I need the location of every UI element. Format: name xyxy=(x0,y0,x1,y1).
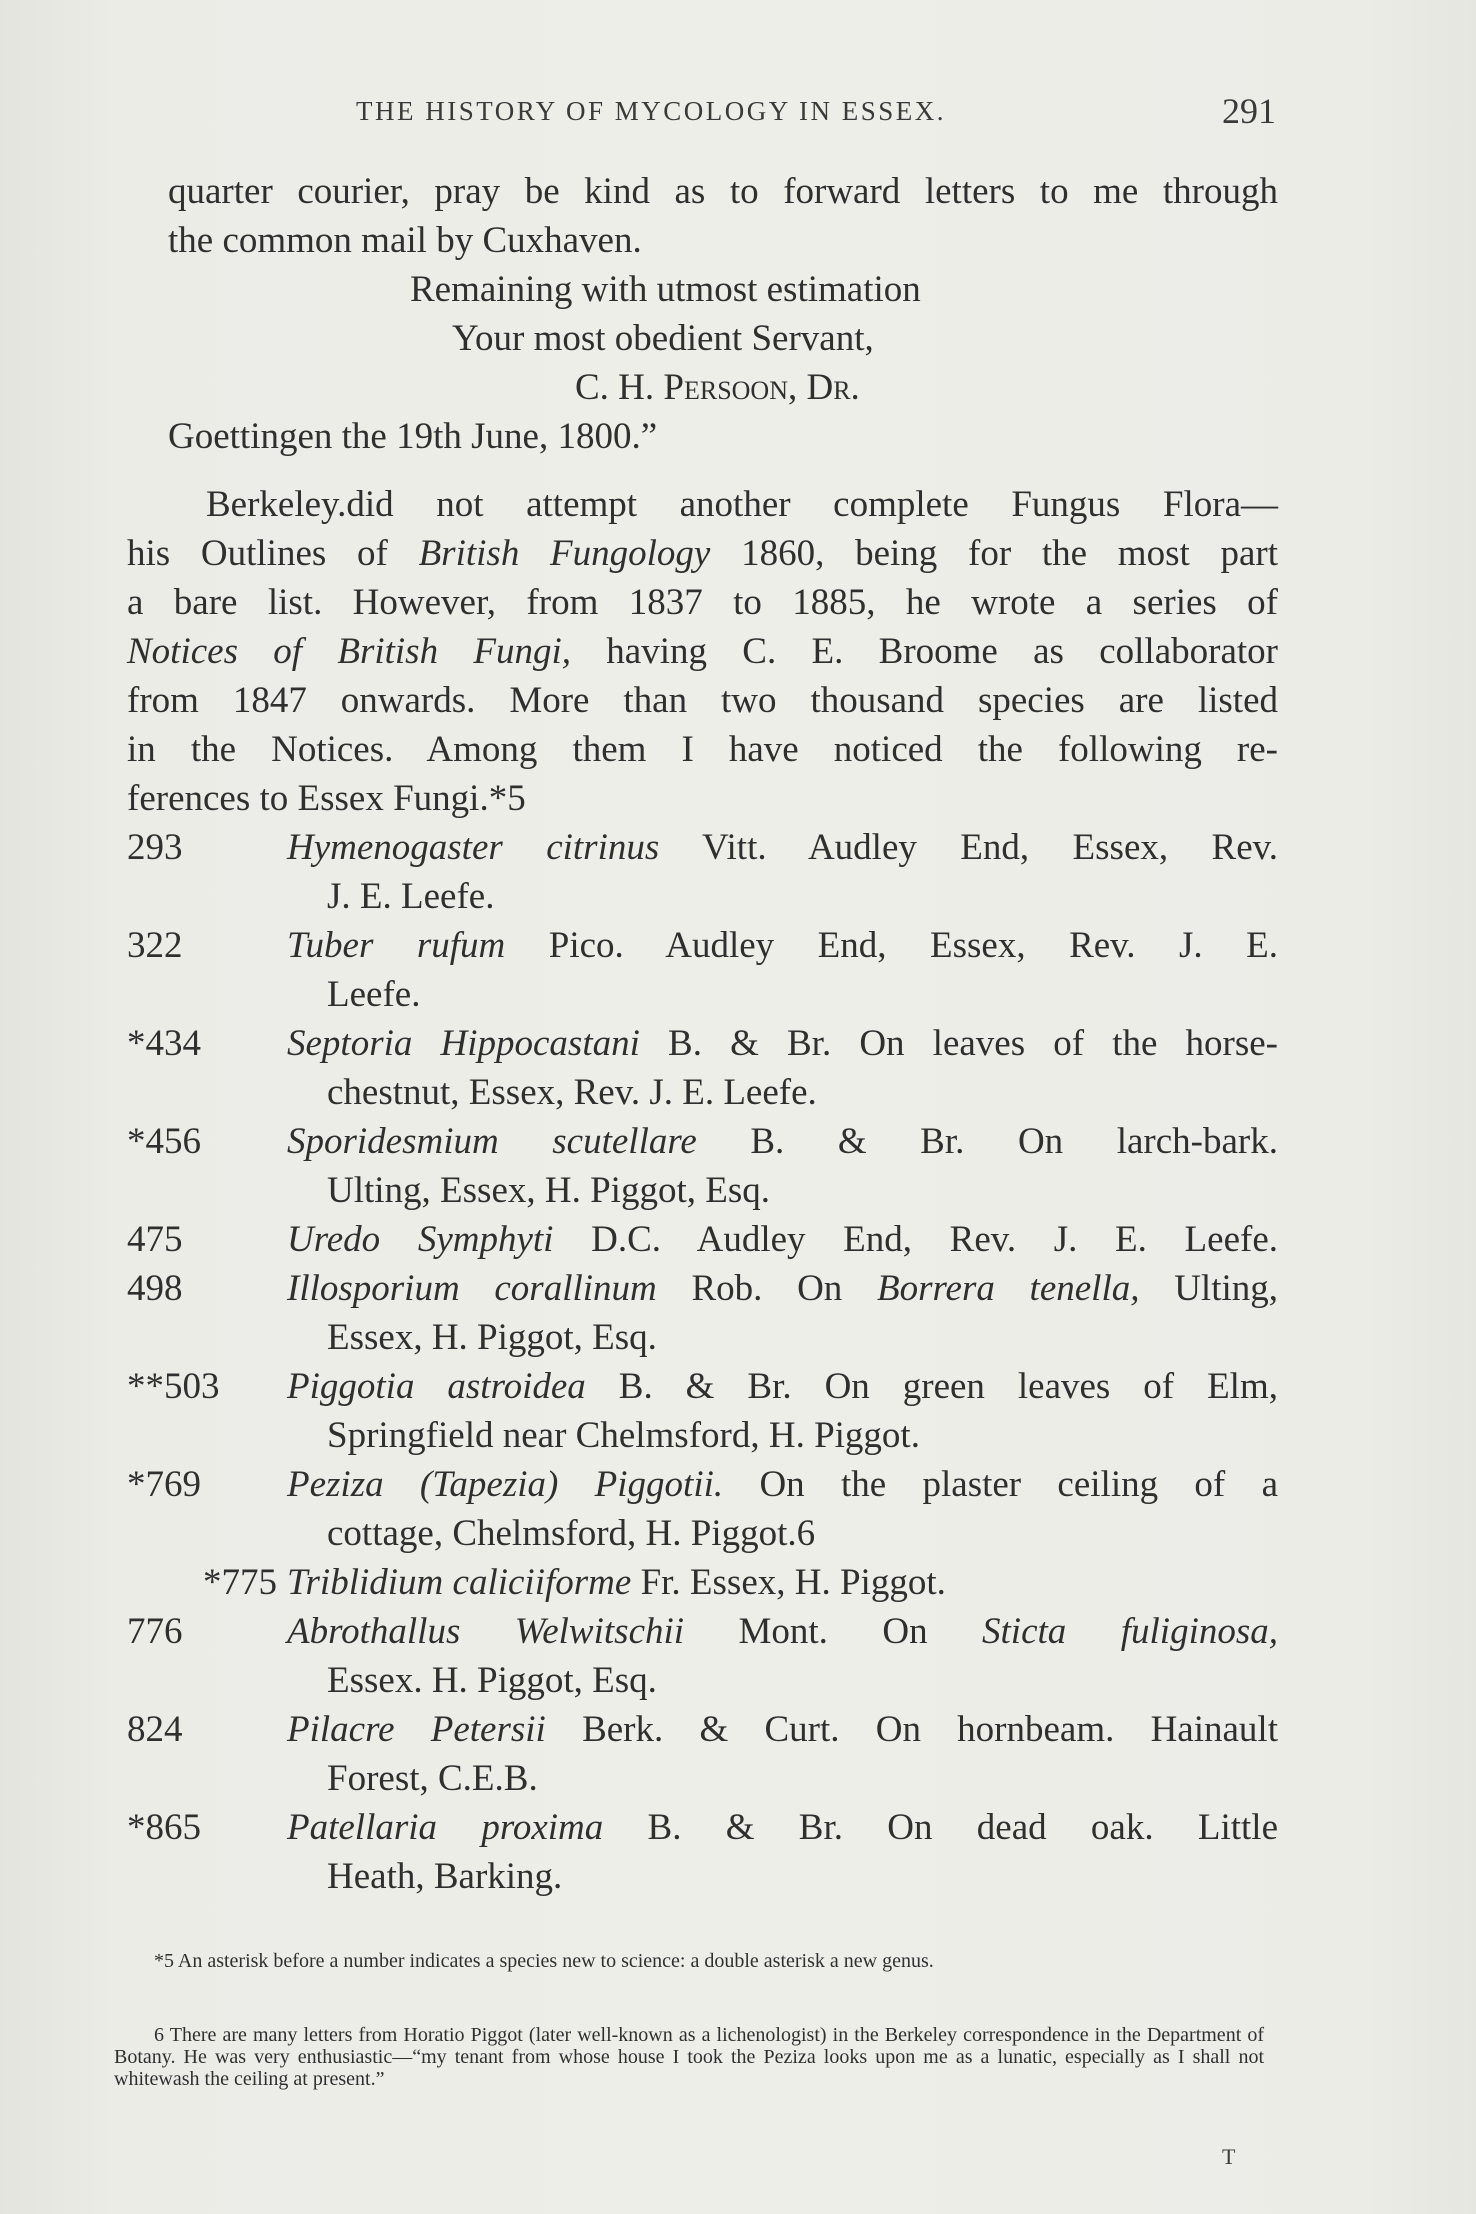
entry-824-continued: Forest, C.E.B. xyxy=(327,1758,538,1799)
entry-details-2: Ulting, xyxy=(1139,1268,1279,1309)
entry-769 xyxy=(127,1463,1278,1507)
entry-865-continued: Heath, Barking. xyxy=(327,1856,563,1897)
page-number: 291 xyxy=(1222,91,1276,131)
species-name: Uredo Symphyti xyxy=(287,1219,554,1260)
letter-closing-1: Remaining with utmost estimation xyxy=(410,269,921,310)
entry-number: 475 xyxy=(127,1219,183,1260)
entry-details: Vitt. Audley End, Essex, Rev. xyxy=(659,827,1278,868)
entry-322 xyxy=(127,924,1278,968)
entry-322-continued: Leefe. xyxy=(327,974,421,1015)
entry-776 xyxy=(127,1610,1278,1654)
signature-mark: T xyxy=(1222,2144,1236,2169)
book-title-notices: Notices of British Fungi, xyxy=(127,631,571,672)
entry-293-continued: J. E. Leefe. xyxy=(327,876,495,917)
species-name: Sporidesmium scutellare xyxy=(287,1121,697,1162)
entry-number: 498 xyxy=(127,1268,183,1309)
entry-details: On the plaster ceiling of a xyxy=(723,1464,1278,1505)
entry-details: B. & Br. On green leaves of Elm, xyxy=(585,1366,1278,1407)
letter-closing-2: Your most obedient Servant, xyxy=(452,318,874,359)
entry-293 xyxy=(127,826,1278,870)
footnote-5: *5 An asterisk before a number indicates a species new to science: a double asterisk a new genus. xyxy=(154,1950,934,1972)
page-header xyxy=(356,91,1276,146)
entry-456-continued: Ulting, Essex, H. Piggot, Esq. xyxy=(327,1170,770,1211)
species-name: Tuber rufum xyxy=(287,925,506,966)
entry-865 xyxy=(127,1806,1278,1850)
paragraph-line-4 xyxy=(127,630,1278,674)
paragraph-line-6: in the Notices. Among them I have noticed the following re- xyxy=(127,729,1278,770)
paragraph-line-7: ferences to Essex Fungi.*5 xyxy=(127,778,526,819)
entry-824 xyxy=(127,1708,1278,1752)
entry-details: Fr. Essex, H. Piggot. xyxy=(631,1562,946,1603)
entry-details: B. & Br. On larch-bark. xyxy=(696,1121,1278,1162)
species-name: Illosporium corallinum xyxy=(287,1268,657,1309)
entry-number: 824 xyxy=(127,1709,183,1750)
letter-line-2: the common mail by Cuxhaven. xyxy=(168,220,642,261)
entry-434-continued: chestnut, Essex, Rev. J. E. Leefe. xyxy=(327,1072,817,1113)
entry-details: B. & Br. On leaves of the horse- xyxy=(639,1023,1278,1064)
species-name: Peziza (Tapezia) Piggotii. xyxy=(287,1464,724,1505)
entry-details: B. & Br. On dead oak. Little xyxy=(603,1807,1278,1848)
species-name: Hymenogaster citrinus xyxy=(287,827,660,868)
entry-456 xyxy=(127,1120,1278,1164)
host-name: Borrera tenella, xyxy=(877,1268,1140,1309)
entry-details: Rob. On xyxy=(656,1268,878,1309)
letter-dateline: Goettingen the 19th June, 1800.” xyxy=(168,416,658,457)
species-name: Patellaria proxima xyxy=(287,1807,604,1848)
entry-498-continued: Essex, H. Piggot, Esq. xyxy=(327,1317,657,1358)
running-head: THE HISTORY OF MYCOLOGY IN ESSEX. xyxy=(356,96,947,126)
entry-769-continued: cottage, Chelmsford, H. Piggot.6 xyxy=(327,1513,816,1554)
letter-line-1: quarter courier, pray be kind as to forward letters to me through xyxy=(168,171,1278,212)
entry-number: 322 xyxy=(127,925,183,966)
footnote-6: 6 There are many letters from Horatio Piggot (later well-known as a lichenologist) in the Berkeley correspondence in the Department of Botany. He was very enthusiastic—“my tenant from whose house I took the Peziza looks upon me as a lunatic, especially as I shall not whitewash the ceiling at present.” xyxy=(114,2024,1264,2090)
paragraph-line-5: from 1847 onwards. More than two thousand species are listed xyxy=(127,680,1278,721)
entry-number: *456 xyxy=(127,1121,201,1162)
entry-434 xyxy=(127,1022,1278,1066)
entry-details: Mont. On xyxy=(684,1611,983,1652)
paragraph-line-2 xyxy=(127,532,1278,576)
species-name: Piggotia astroidea xyxy=(287,1366,586,1407)
entry-number: *775 xyxy=(203,1562,277,1603)
species-name: Septoria Hippocastani xyxy=(287,1023,640,1064)
host-name: Sticta fuliginosa, xyxy=(982,1611,1278,1652)
paragraph-line-2c: 1860, being for the most part xyxy=(710,533,1279,574)
entry-number: **503 xyxy=(127,1366,220,1407)
letter-signature: C. H. Persoon, Dr. xyxy=(575,367,860,408)
entry-775 xyxy=(127,1561,946,1605)
entry-number: *865 xyxy=(127,1807,201,1848)
entry-503 xyxy=(127,1365,1278,1409)
paragraph-line-3: a bare list. However, from 1837 to 1885, he wrote a series of xyxy=(127,582,1278,623)
entry-number: *434 xyxy=(127,1023,201,1064)
entry-498 xyxy=(127,1267,1278,1311)
species-name: Triblidium caliciiforme xyxy=(287,1562,632,1603)
species-name: Abrothallus Welwitschii xyxy=(287,1611,685,1652)
paragraph-line-2a: his Outlines of xyxy=(127,533,419,574)
entry-number: *769 xyxy=(127,1464,201,1505)
entry-details: Berk. & Curt. On hornbeam. Hainault xyxy=(545,1709,1278,1750)
book-title-british-fungology: British Fungology xyxy=(418,533,711,574)
species-name: Pilacre Petersii xyxy=(287,1709,546,1750)
entry-number: 776 xyxy=(127,1611,183,1652)
entry-475 xyxy=(127,1218,1278,1262)
paragraph-line-1: Berkeley.did not attempt another complete Fungus Flora— xyxy=(206,484,1278,525)
entry-number: 293 xyxy=(127,827,183,868)
entry-503-continued: Springfield near Chelmsford, H. Piggot. xyxy=(327,1415,920,1456)
entry-details: D.C. Audley End, Rev. J. E. Leefe. xyxy=(553,1219,1278,1260)
paragraph-line-4b: having C. E. Broome as collaborator xyxy=(571,631,1278,672)
entry-776-continued: Essex. H. Piggot, Esq. xyxy=(327,1660,657,1701)
entry-details: Pico. Audley End, Essex, Rev. J. E. xyxy=(505,925,1279,966)
